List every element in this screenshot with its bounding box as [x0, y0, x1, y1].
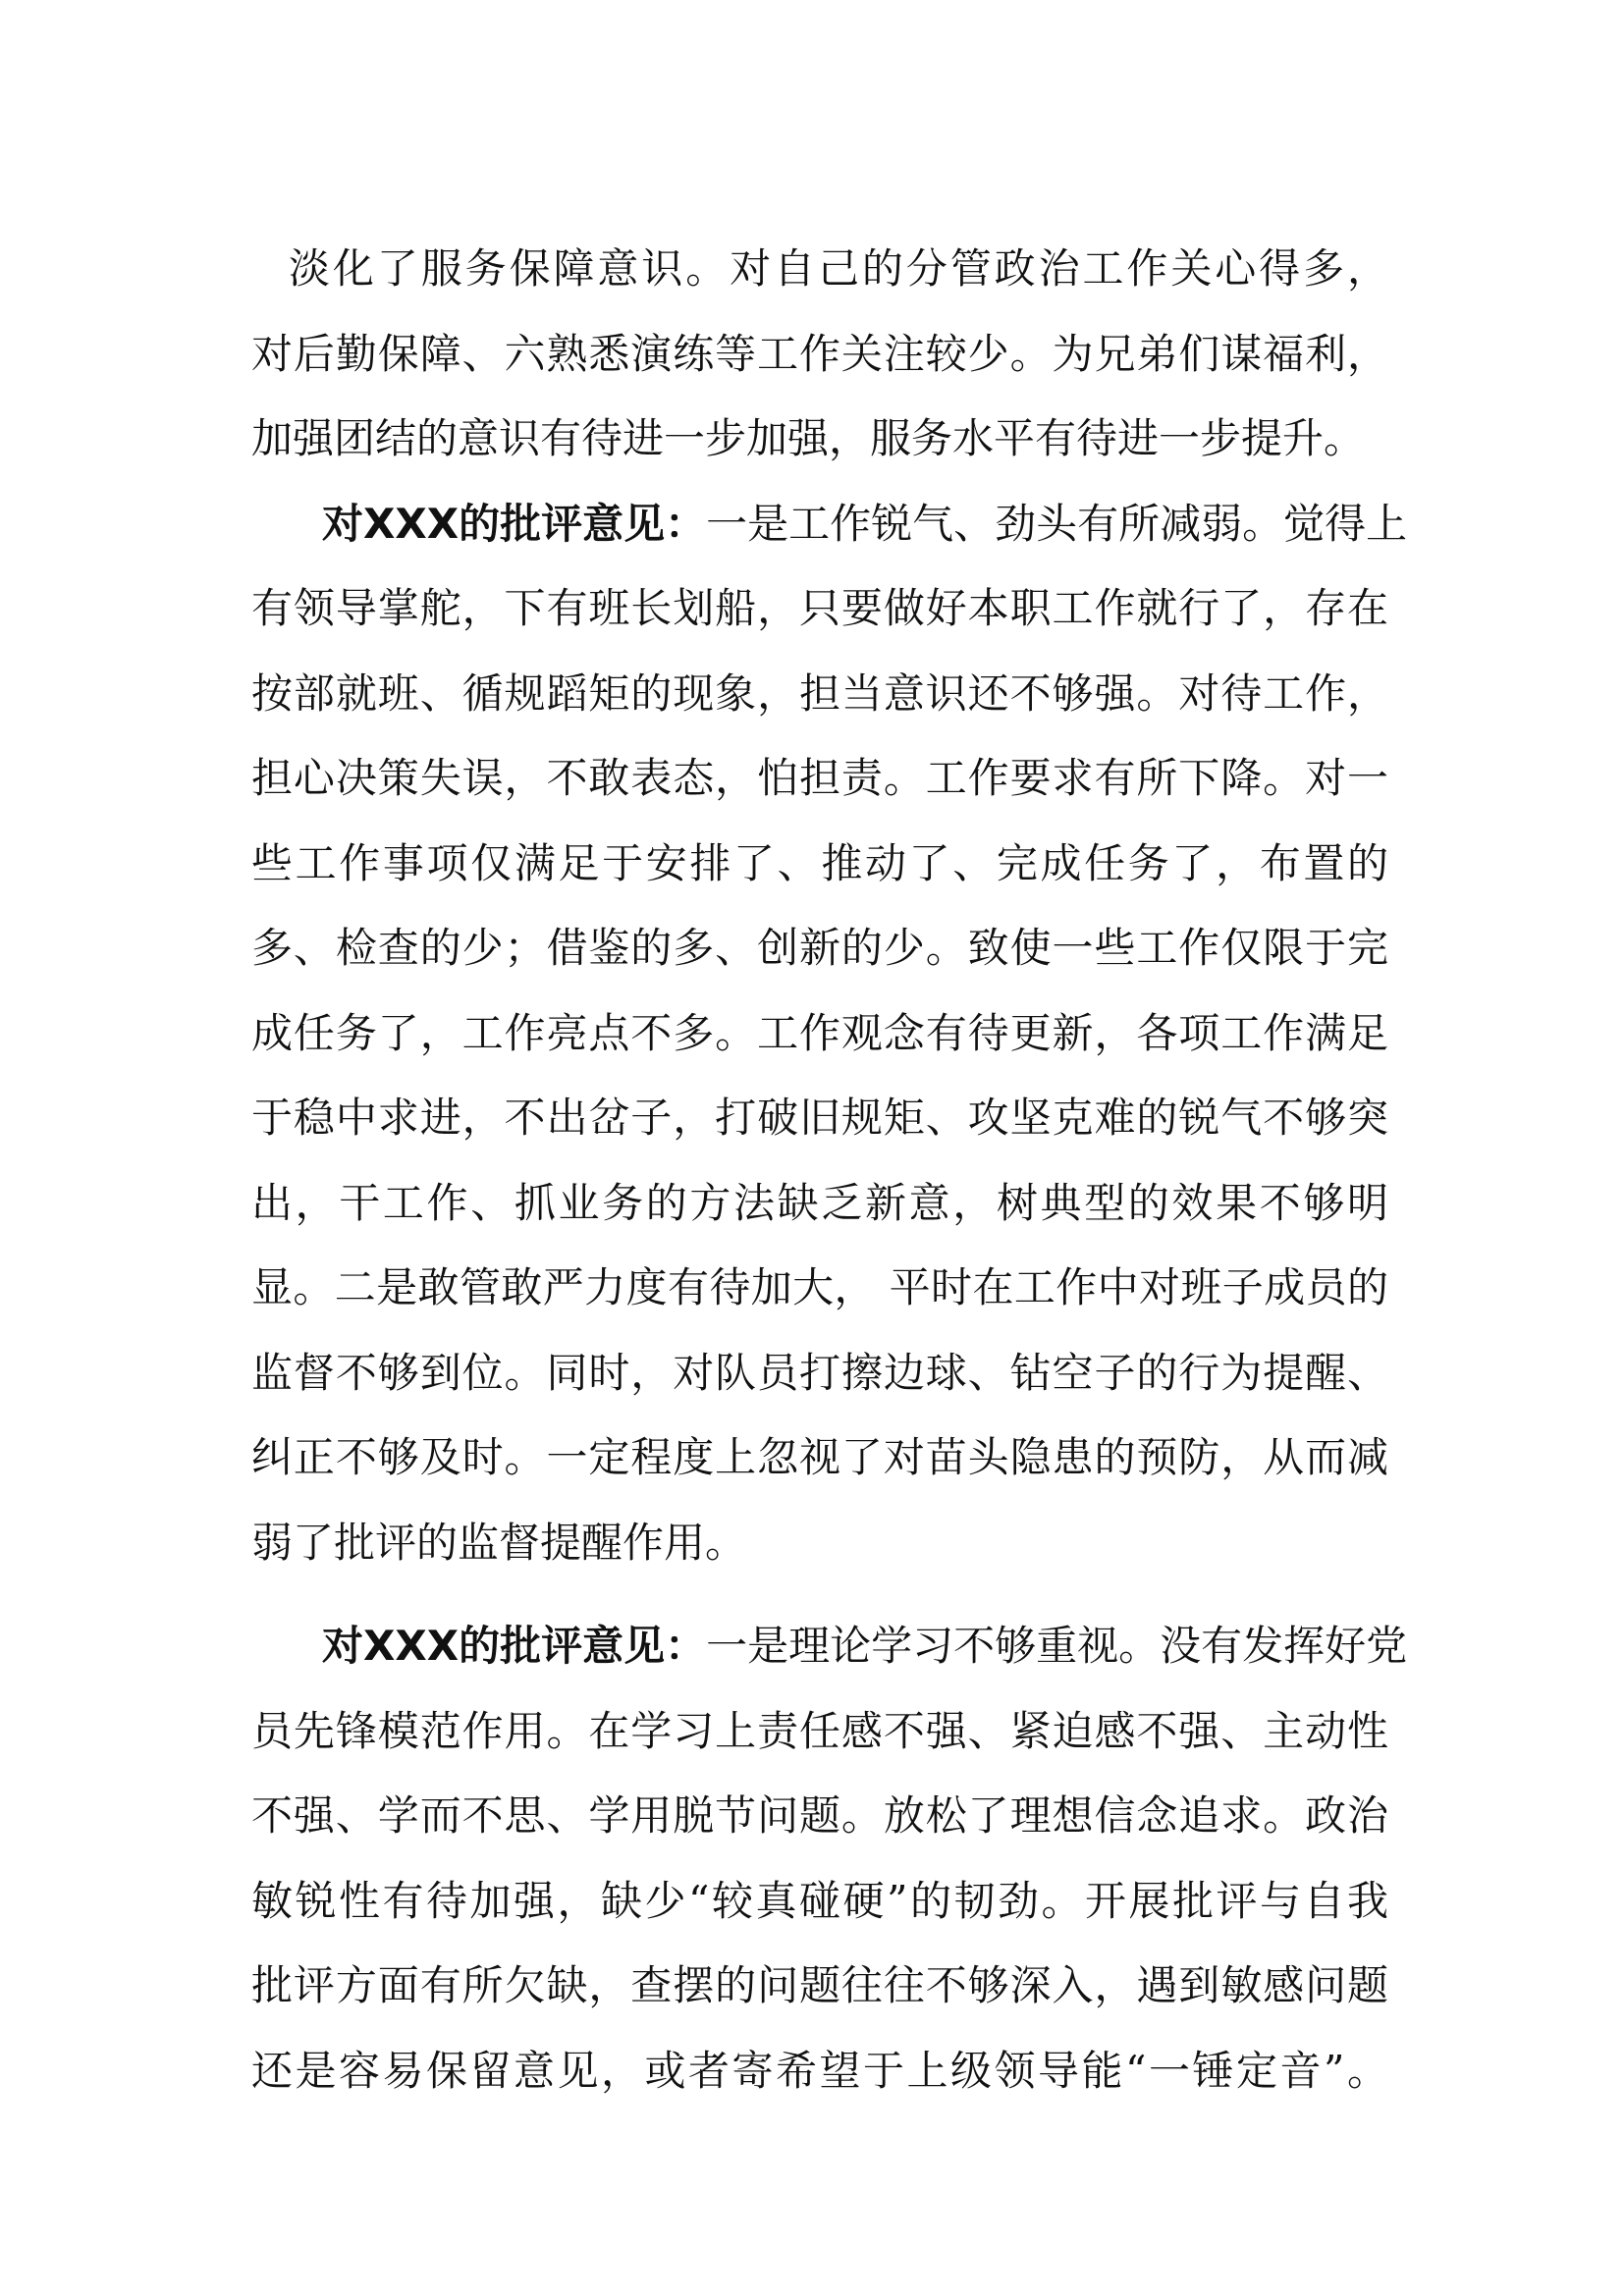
text-line: 不强、学而不思、学用脱节问题。放松了理想信念追求。政治: [251, 1791, 1388, 1840]
text-line: 有领导掌舵，下有班长划船，只要做好本职工作就行了，存在: [251, 584, 1388, 632]
criticism-heading: 对XXX的批评意见：: [322, 1622, 707, 1670]
text-line: 敏锐性有待加强，缺少“较真碰硬”的韧劲。开展批评与自我: [251, 1876, 1388, 1925]
text-line: 加强团结的意识有待进一步加强，服务水平有待进一步提升。: [251, 414, 1366, 462]
paragraph-criticism-2: [251, 1604, 1408, 2113]
text-line: [251, 482, 1408, 567]
text-line: 按部就班、循规蹈矩的现象，担当意识还不够强。对待工作，: [251, 668, 1388, 718]
criticism-heading: 对XXX的批评意见：: [322, 499, 707, 548]
text-line: 还是容易保留意见，或者寄希望于上级领导能“一锤定音”。: [251, 2046, 1388, 2095]
text-line: 显。二是敢管敢严力度有待加大， 平时在工作中对班子成员的: [251, 1263, 1388, 1311]
text-line: 批评方面有所欠缺，查摆的问题往往不够深入，遇到敏感问题: [251, 1961, 1388, 2009]
text-line: 于稳中求进，不出岔子，打破旧规矩、攻坚克难的锐气不够突: [251, 1094, 1388, 1142]
text-line: 出，干工作、抓业务的方法缺乏新意，树典型的效果不够明: [251, 1178, 1388, 1227]
text-line: 多、检查的少；借鉴的多、创新的少。致使一些工作仅限于完: [251, 924, 1388, 972]
paragraph-criticism-1: [251, 482, 1408, 1586]
text-line: 员先锋模范作用。在学习上责任感不强、紧迫感不强、主动性: [251, 1706, 1388, 1755]
document-page: [251, 227, 1408, 2113]
text-span: 一是工作锐气、劲头有所减弱。觉得上: [706, 499, 1408, 548]
text-line: 监督不够到位。同时，对队员打擦边球、钻空子的行为提醒、: [251, 1348, 1388, 1397]
text-line: 成任务了，工作亮点不多。工作观念有待更新，各项工作满足: [251, 1008, 1388, 1057]
text-line: 对后勤保障、六熟悉演练等工作关注较少。为兄弟们谋福利，: [251, 329, 1388, 378]
text-line: 弱了批评的监督提醒作用。: [251, 1518, 747, 1567]
text-line: 担心决策失误，不敢表态，怕担责。工作要求有所下降。对一: [251, 754, 1388, 802]
text-line: 淡化了服务保障意识。对自己的分管政治工作关心得多，: [289, 244, 1388, 293]
text-line: [251, 1604, 1408, 1689]
text-line: 些工作事项仅满足于安排了、推动了、完成任务了，布置的: [251, 838, 1388, 887]
paragraph-service-awareness: [251, 227, 1388, 482]
text-span: 一是理论学习不够重视。没有发挥好党: [706, 1622, 1408, 1670]
text-line: 纠正不够及时。一定程度上忽视了对苗头隐患的预防，从而减: [251, 1433, 1388, 1481]
